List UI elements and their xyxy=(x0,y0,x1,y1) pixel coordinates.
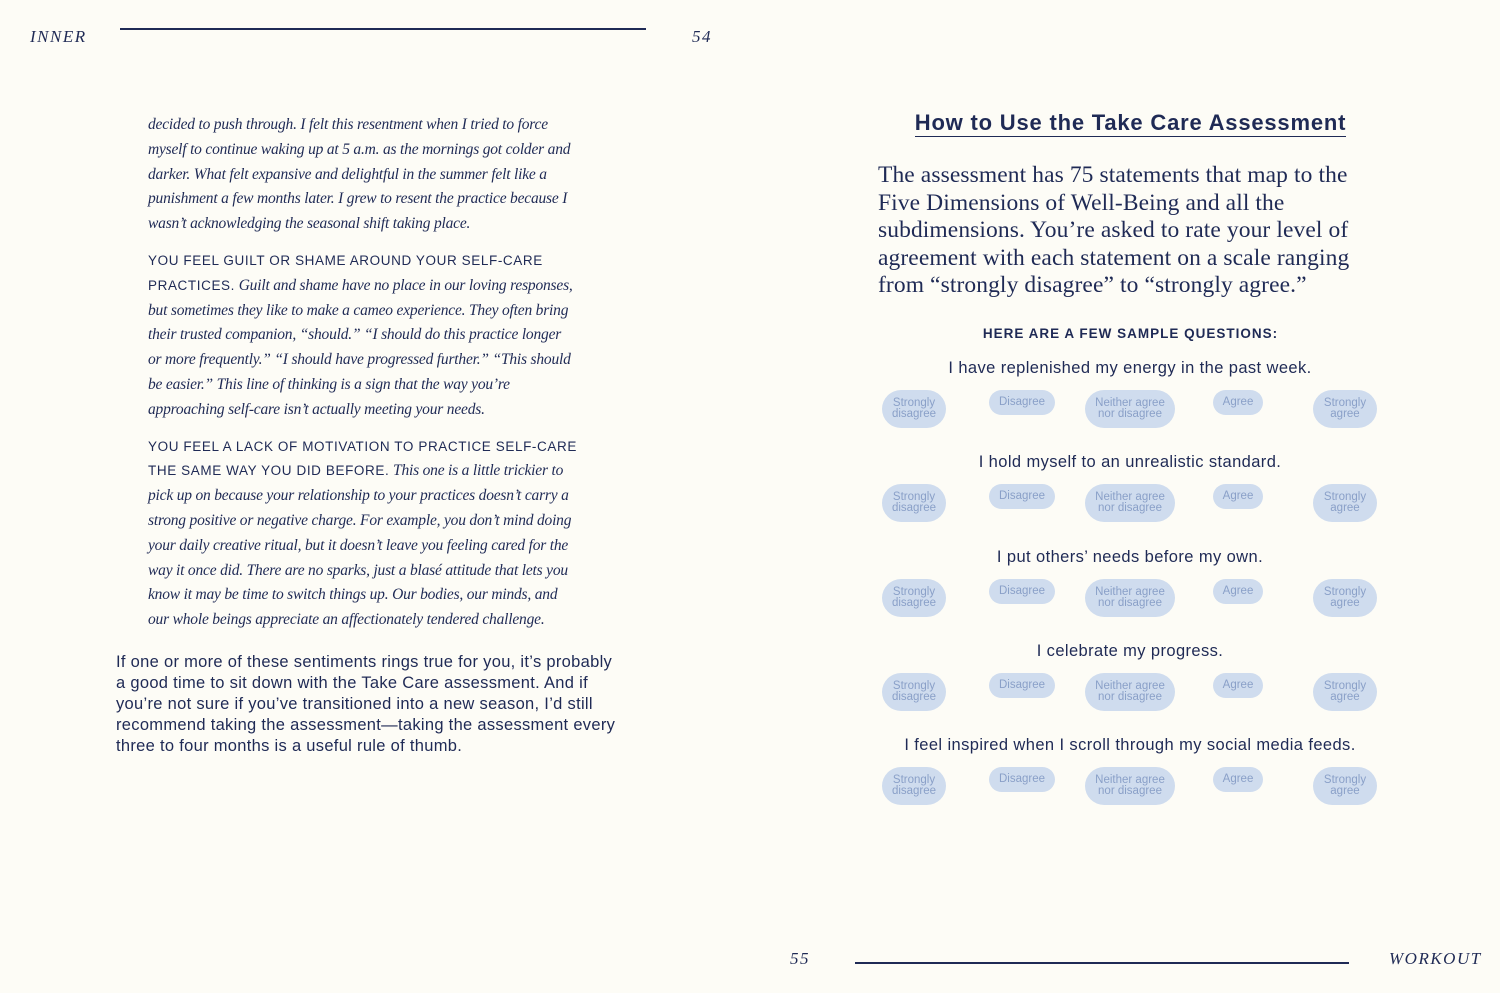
option-label: agree xyxy=(1330,596,1360,609)
option-label: Agree xyxy=(1222,773,1254,786)
option-label: Agree xyxy=(1222,396,1254,408)
option-neither[interactable] xyxy=(1085,484,1175,522)
lead-in-motivation: YOU FEEL A LACK OF MOTIVATION TO PRACTICE SELF-CARE THE SAME WAY YOU DID BEFORE. xyxy=(148,438,577,479)
lead-in-guilt: YOU FEEL GUILT OR SHAME AROUND YOUR SELF-CARE PRACTICES. xyxy=(148,252,543,293)
option-disagree[interactable] xyxy=(989,579,1055,604)
option-label: Agree xyxy=(1222,678,1254,691)
option-label: Strongly xyxy=(1323,397,1367,409)
option-label: Agree xyxy=(1222,584,1254,597)
option-strongly-disagree[interactable] xyxy=(882,673,946,711)
question-item xyxy=(880,733,1380,827)
option-label: Strongly xyxy=(892,585,936,598)
option-disagree[interactable] xyxy=(989,390,1055,415)
option-label: Disagree xyxy=(998,396,1046,408)
option-disagree[interactable] xyxy=(989,767,1055,792)
option-label: Strongly xyxy=(892,679,936,692)
body-guilt: Guilt and shame have no place in our loving responses, but sometimes they like to make a cameo experience. They often bring their trusted companion, “should.” “I should do this practice longer or more frequently.” “I should have progressed further.” “This should be easier.” This line of thinking is a sign that the way you’re approaching self-care isn’t actually meeting your needs. xyxy=(148,276,573,418)
sample-questions-heading: HERE ARE A FEW SAMPLE QUESTIONS: xyxy=(982,326,1279,341)
rating-scale xyxy=(880,673,1380,723)
option-label: Neither agree xyxy=(1095,397,1165,409)
option-strongly-disagree[interactable] xyxy=(882,767,946,805)
option-label: Strongly xyxy=(1323,679,1367,692)
rating-scale xyxy=(880,767,1380,817)
option-label: disagree xyxy=(891,690,937,703)
rating-scale xyxy=(880,579,1380,629)
option-agree[interactable] xyxy=(1213,767,1263,792)
option-neither[interactable] xyxy=(1085,390,1175,428)
question-text: I hold myself to an unrealistic standard. xyxy=(978,453,1282,472)
option-disagree[interactable] xyxy=(989,673,1055,698)
option-label: agree xyxy=(1330,502,1360,515)
question-text: I celebrate my progress. xyxy=(1036,641,1224,660)
option-neither[interactable] xyxy=(1085,767,1175,805)
right-running-head: WORKOUT xyxy=(1389,949,1482,968)
option-label: nor disagree xyxy=(1098,408,1162,420)
option-neither[interactable] xyxy=(1085,673,1175,711)
intro-paragraph: The assessment has 75 statements that map to the Five Dimensions of Well-Being and all the subdimensions. You’re asked to rate your level of agreement with each statement on a scale ranging from “strongly disagree” to “strongly agree.” xyxy=(878,162,1350,299)
option-strongly-agree[interactable] xyxy=(1313,767,1377,805)
question-text: I have replenished my energy in the past week. xyxy=(948,359,1312,377)
option-strongly-agree[interactable] xyxy=(1313,484,1377,522)
option-label: nor disagree xyxy=(1098,785,1162,798)
option-strongly-disagree[interactable] xyxy=(882,579,946,617)
option-label: disagree xyxy=(891,408,937,420)
question-text: I put others’ needs before my own. xyxy=(996,547,1264,566)
option-label: Neither agree xyxy=(1095,585,1165,598)
option-agree[interactable] xyxy=(1213,579,1263,604)
option-agree[interactable] xyxy=(1213,484,1263,509)
paragraph-seasonal-shift: decided to push through. I felt this resentment when I tried to force myself to continue waking up at 5 a.m. as the mornings got colder and darker. What felt expansive and delightful in the summer felt like a punishment a few months later. I grew to resent the practice because I wasn’t acknowledging the seasonal shift taking place. xyxy=(148,116,571,233)
option-label: disagree xyxy=(891,596,937,609)
body-motivation: This one is a little trickier to pick up on because your relationship to your practices doesn’t carry a strong positive or negative charge. For example, you don’t mind doing your daily creative ritual, but it doesn’t leave you feeling cared for the way it once did. There are no sparks, just a blasé attitude that lets you know it may be time to switch things up. Our bodies, our minds, and our whole beings appreciate an affectionately tendered challenge. xyxy=(148,462,572,629)
option-label: Strongly xyxy=(892,397,936,409)
option-label: Strongly xyxy=(1323,585,1367,598)
rating-scale xyxy=(880,390,1380,440)
option-strongly-disagree[interactable] xyxy=(882,484,946,522)
option-label: Strongly xyxy=(892,774,936,787)
option-label: Strongly xyxy=(1323,491,1367,504)
closing-paragraph: If one or more of these sentiments rings true for you, it’s probably a good time to sit down with the Take Care assessment. And if you’re not sure if you’ve transitioned into a new season, I’d still recommend taking the assessment—taking the assessment every three to four months is a useful rule of thumb. xyxy=(116,653,616,755)
option-label: nor disagree xyxy=(1098,502,1162,515)
option-label: agree xyxy=(1330,690,1360,703)
question-text: I feel inspired when I scroll through my social media feeds. xyxy=(904,736,1356,755)
option-neither[interactable] xyxy=(1085,579,1175,617)
right-page-number: 55 xyxy=(790,949,810,968)
option-label: Disagree xyxy=(998,490,1046,503)
option-label: agree xyxy=(1330,408,1360,420)
section-title xyxy=(878,110,1383,136)
left-page-italic-column xyxy=(148,113,578,645)
section-title-text: How to Use the Take Care Assessment xyxy=(914,110,1347,135)
option-agree[interactable] xyxy=(1213,390,1263,415)
option-label: nor disagree xyxy=(1098,690,1162,703)
option-label: Strongly xyxy=(892,491,936,504)
option-label: Neither agree xyxy=(1095,679,1165,692)
option-label: disagree xyxy=(891,502,937,515)
option-disagree[interactable] xyxy=(989,484,1055,509)
right-footer-rule xyxy=(855,962,1349,964)
option-strongly-disagree[interactable] xyxy=(882,390,946,428)
option-label: Disagree xyxy=(998,773,1046,786)
option-label: Agree xyxy=(1222,490,1254,503)
option-agree[interactable] xyxy=(1213,673,1263,698)
paragraph-lack-motivation xyxy=(148,435,578,633)
question-item xyxy=(880,356,1380,450)
option-strongly-agree[interactable] xyxy=(1313,673,1377,711)
left-header-rule xyxy=(120,28,646,30)
left-page-number: 54 xyxy=(692,27,712,46)
option-label: Disagree xyxy=(998,678,1046,691)
option-label: nor disagree xyxy=(1098,596,1162,609)
option-label: disagree xyxy=(891,785,937,798)
sample-questions-list xyxy=(880,356,1380,827)
question-item xyxy=(880,639,1380,733)
left-running-head: INNER xyxy=(30,27,87,46)
option-strongly-agree[interactable] xyxy=(1313,579,1377,617)
question-item xyxy=(880,545,1380,639)
option-strongly-agree[interactable] xyxy=(1313,390,1377,428)
rating-scale xyxy=(880,484,1380,534)
option-label: Strongly xyxy=(1323,774,1367,787)
option-label: Neither agree xyxy=(1095,491,1165,504)
paragraph-guilt-shame xyxy=(148,249,578,423)
option-label: Disagree xyxy=(998,584,1046,597)
question-item xyxy=(880,450,1380,544)
option-label: Neither agree xyxy=(1095,774,1165,787)
option-label: agree xyxy=(1330,785,1360,798)
